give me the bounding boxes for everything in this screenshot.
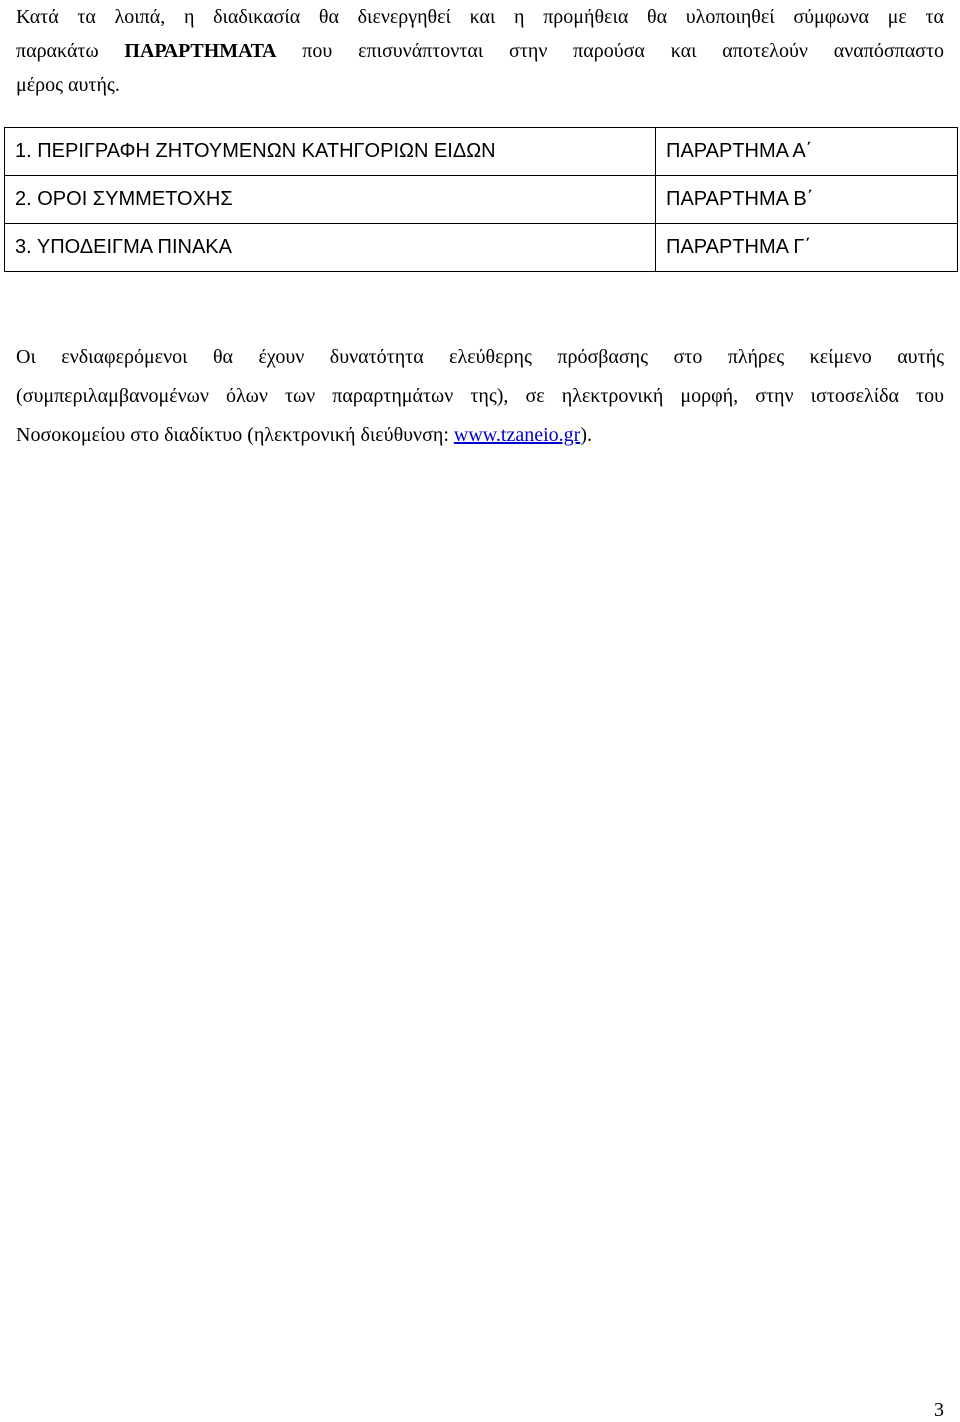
- annex-label-cell: ΠΑΡΑΡΤΗΜΑ Γ΄: [656, 224, 958, 272]
- access-line-2: (συμπεριλαμβανομένων όλων των παραρτημάτων της), σε ηλεκτρονική μορφή, στην ιστοσελίδα του: [16, 385, 944, 407]
- annex-table: [4, 127, 958, 272]
- intro-paragraph: [16, 0, 944, 102]
- intro-line-3: μέρος αυτής.: [16, 74, 120, 96]
- annex-label-cell: ΠΑΡΑΡΤΗΜΑ Α΄: [656, 128, 958, 176]
- table-row: [5, 128, 958, 176]
- intro-line-2-suffix: που επισυνάπτονται στην παρούσα και αποτελούν αναπόσπαστο: [276, 40, 944, 62]
- annex-item-cell: 3. ΥΠΟΔΕΙΓΜΑ ΠΙΝΑΚΑ: [5, 224, 656, 272]
- intro-line-2-prefix: παρακάτω: [16, 40, 125, 62]
- intro-line-2: [16, 34, 944, 68]
- table-row: [5, 176, 958, 224]
- annexes-emphasis: ΠΑΡΑΡΤΗΜΑΤΑ: [124, 40, 277, 62]
- annex-label-cell: ΠΑΡΑΡΤΗΜΑ Β΄: [656, 176, 958, 224]
- annex-item-cell: 2. ΟΡΟΙ ΣΥΜΜΕΤΟΧΗΣ: [5, 176, 656, 224]
- annex-item-cell: 1. ΠΕΡΙΓΡΑΦΗ ΖΗΤΟΥΜΕΝΩΝ ΚΑΤΗΓΟΡΙΩΝ ΕΙΔΩΝ: [5, 128, 656, 176]
- table-row: [5, 224, 958, 272]
- page-number: 3: [934, 1399, 944, 1421]
- access-line-1: Οι ενδιαφερόμενοι θα έχουν δυνατότητα ελεύθερης πρόσβασης στο πλήρες κείμενο αυτής: [16, 346, 944, 368]
- intro-line-1: Κατά τα λοιπά, η διαδικασία θα διενεργηθεί και η προμήθεια θα υλοποιηθεί σύμφωνα με τα: [16, 6, 944, 28]
- access-paragraph: [16, 338, 944, 455]
- access-line-3-suffix: ).: [580, 424, 592, 446]
- access-line-3: [16, 416, 944, 455]
- website-link[interactable]: www.tzaneio.gr: [453, 424, 581, 446]
- access-line-3-prefix: Νοσοκομείου στο διαδίκτυο (ηλεκτρονική διεύθυνση:: [16, 424, 454, 446]
